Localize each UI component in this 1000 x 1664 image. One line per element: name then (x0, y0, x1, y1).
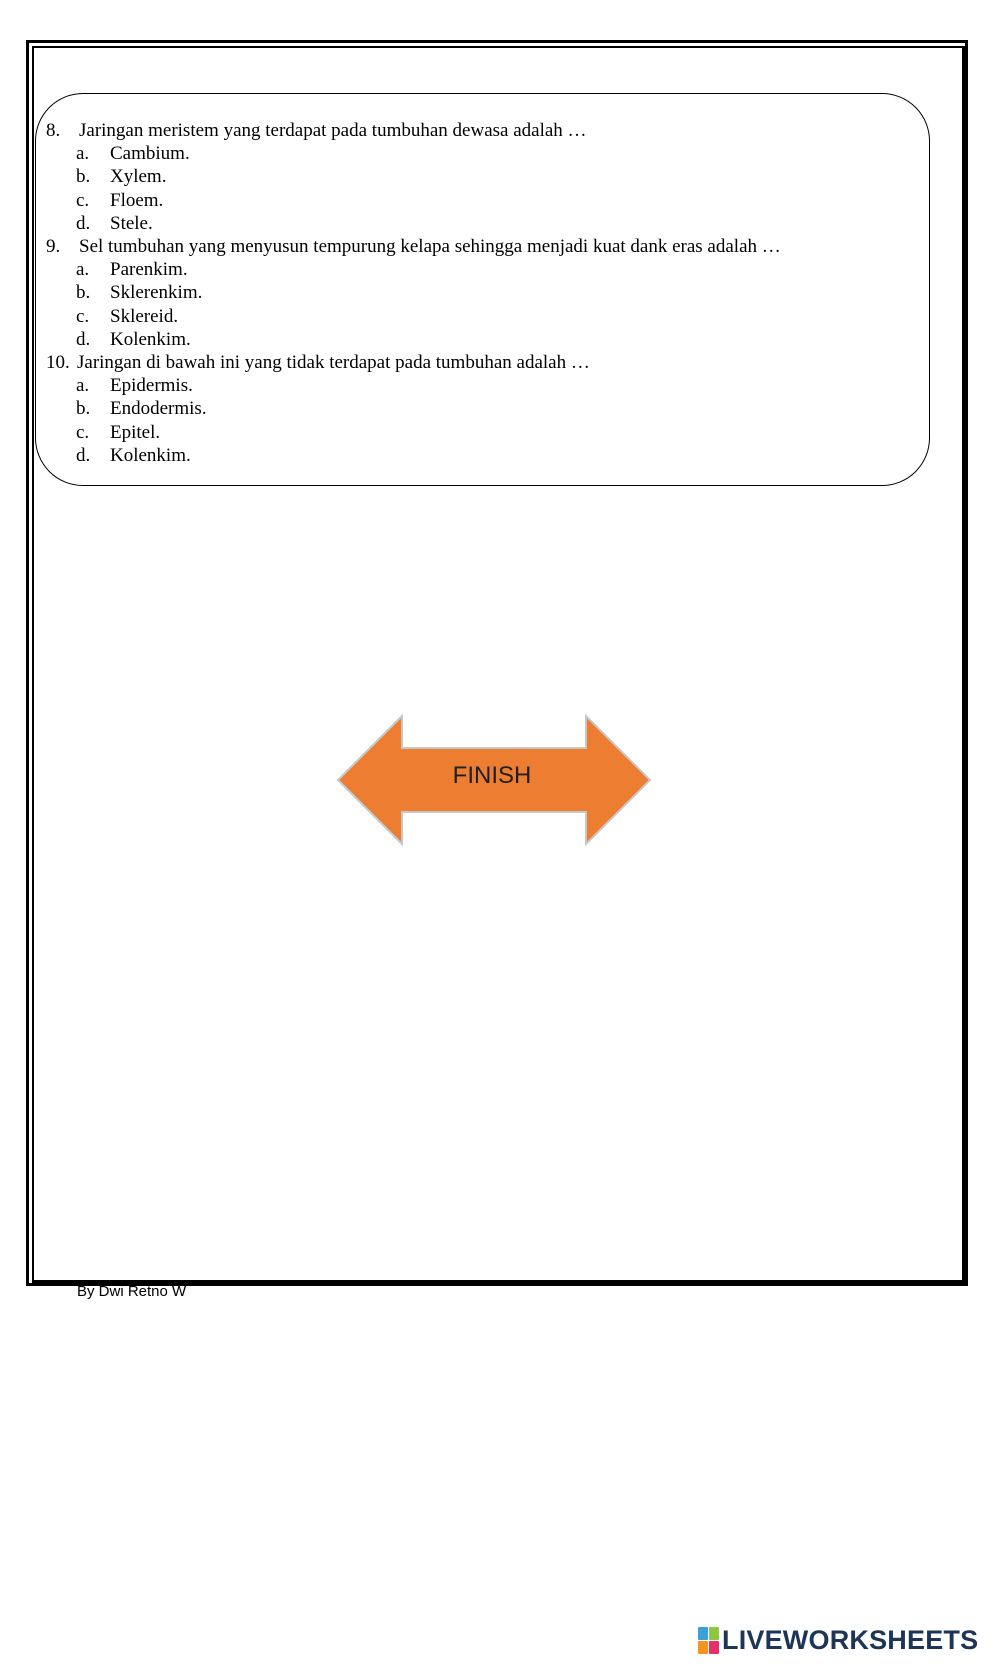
question-text: Jaringan meristem yang terdapat pada tumbuhan dewasa adalah … (79, 120, 587, 141)
option-10d[interactable] (46, 444, 926, 467)
option-9a[interactable] (46, 258, 926, 281)
option-letter: c. (76, 421, 90, 443)
option-letter: c. (76, 189, 90, 211)
option-letter: a. (76, 375, 90, 397)
question-list (46, 119, 926, 467)
finish-label: FINISH (452, 762, 532, 789)
question-9 (46, 235, 926, 351)
option-text: Epitel. (110, 421, 161, 443)
option-letter: b. (76, 398, 91, 420)
option-8b[interactable] (46, 165, 926, 188)
question-number: 8. (46, 120, 61, 141)
option-text: Epidermis. (110, 375, 193, 397)
question-text: Sel tumbuhan yang menyusun tempurung kelapa sehingga menjadi kuat dank eras adalah … (79, 236, 781, 258)
option-8c[interactable] (46, 189, 926, 212)
option-letter: a. (76, 259, 90, 281)
option-letter: a. (76, 143, 90, 165)
option-9b[interactable] (46, 281, 926, 304)
question-8-text (46, 119, 926, 142)
option-10a[interactable] (46, 374, 926, 397)
option-text: Xylem. (110, 166, 167, 188)
option-8d[interactable] (46, 212, 926, 235)
author-credit: By Dwi Retno W (77, 1283, 187, 1300)
question-number: 9. (46, 236, 61, 258)
question-text: Jaringan di bawah ini yang tidak terdapat pada tumbuhan adalah … (77, 352, 590, 374)
option-9c[interactable] (46, 305, 926, 328)
option-text: Endodermis. (110, 398, 207, 420)
option-letter: d. (76, 212, 91, 234)
finish-button[interactable] (334, 712, 654, 860)
option-text: Stele. (110, 212, 153, 234)
option-letter: b. (76, 282, 91, 304)
question-number: 10. (46, 352, 70, 374)
option-letter: b. (76, 166, 91, 188)
option-letter: c. (76, 305, 90, 327)
option-letter: d. (76, 328, 91, 350)
option-8a[interactable] (46, 142, 926, 165)
option-text: Kolenkim. (110, 328, 191, 350)
option-text: Kolenkim. (110, 444, 191, 466)
liveworksheets-logo[interactable] (698, 1625, 978, 1656)
option-text: Floem. (110, 189, 164, 211)
brand-name: LIVEWORKSHEETS (722, 1625, 979, 1655)
option-10c[interactable] (46, 421, 926, 444)
question-9-text (46, 235, 926, 258)
option-text: Parenkim. (110, 259, 188, 281)
option-letter: d. (76, 444, 91, 466)
option-9d[interactable] (46, 328, 926, 351)
option-text: Sklerenkim. (110, 282, 203, 304)
liveworksheets-icon (698, 1627, 719, 1654)
option-text: Cambium. (110, 143, 190, 165)
option-text: Sklereid. (110, 305, 179, 327)
question-8 (46, 119, 926, 235)
question-10 (46, 351, 926, 467)
option-10b[interactable] (46, 397, 926, 420)
question-10-text (46, 351, 926, 374)
